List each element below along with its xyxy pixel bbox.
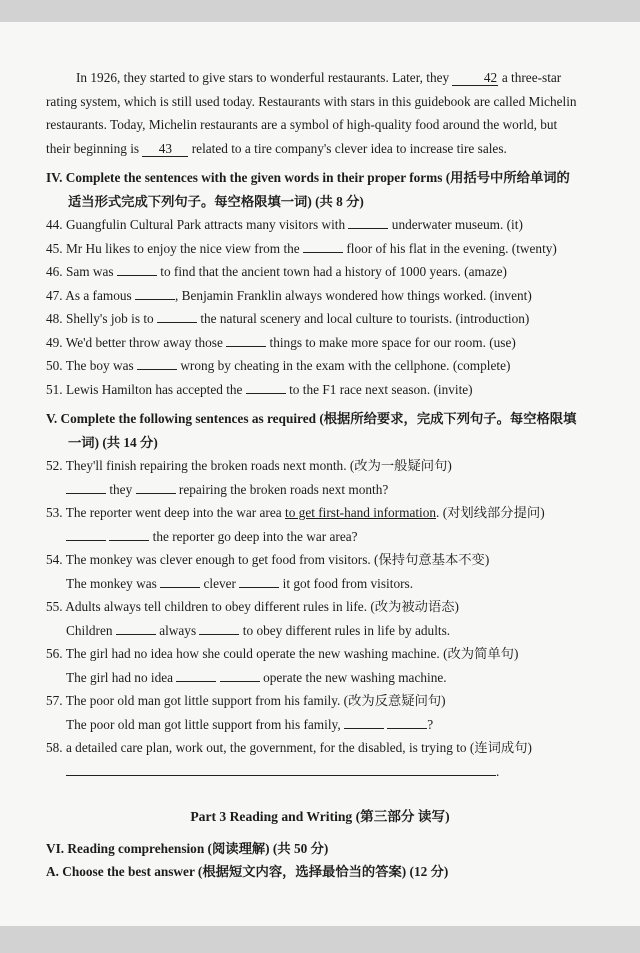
section-6a-title: A. Choose the best answer (根据短文内容，选择最恰当的答案) (12 分) — [46, 864, 449, 879]
question-58-answer-line: . — [46, 760, 594, 784]
passage-line-1: In 1926, they started to give stars to wonderful restaurants. Later, they 42 a three-star — [76, 70, 562, 85]
question-45: 45. Mr Hu likes to enjoy the nice view from the floor of his flat in the evening. (twenty) — [46, 237, 594, 261]
question-46: 46. Sam was to find that the ancient town had a history of 1000 years. (amaze) — [46, 260, 594, 284]
section-5-title-cont: 一词) (共 14 分) — [68, 434, 158, 450]
section-6-title: VI. Reading comprehension (阅读理解) (共 50 分) — [46, 840, 329, 856]
section-4-title: IV. Complete the sentences with the given words in their proper forms (用括号中所给单词的 — [46, 170, 570, 185]
top-band — [0, 0, 640, 22]
bottom-band — [0, 926, 640, 953]
question-54-answer: The monkey was clever it got food from visitors. — [46, 572, 594, 596]
question-55-answer: Children always to obey different rules in life by adults. — [46, 619, 594, 643]
passage-line-2: rating system, which is still used today. Restaurants with stars in this guidebook are called Michelin — [46, 93, 577, 109]
passage-line-4: their beginning is 43 related to a tire company's clever idea to increase tire sales. — [46, 140, 507, 156]
question-55: 55. Adults always tell children to obey different rules in life. (改为被动语态) — [46, 599, 459, 614]
blank-42: 42 — [452, 71, 498, 86]
question-52-answer: they repairing the broken roads next month? — [46, 478, 594, 502]
section-5-title: V. Complete the following sentences as required (根据所给要求，完成下列句子。每空格限填 — [46, 411, 577, 426]
page-content — [46, 66, 594, 884]
question-50: 50. The boy was wrong by cheating in the exam with the cellphone. (complete) — [46, 354, 594, 378]
question-58: 58. a detailed care plan, work out, the government, for the disabled, is trying to (连词成句) — [46, 740, 532, 755]
question-44: 44. Guangfulin Cultural Park attracts many visitors with underwater museum. (it) — [46, 213, 594, 237]
question-56: 56. The girl had no idea how she could operate the new washing machine. (改为简单句) — [46, 646, 519, 661]
question-53-answer: the reporter go deep into the war area? — [46, 525, 594, 549]
passage-line-3: restaurants. Today, Michelin restaurants are a symbol of high-quality food around the world, but — [46, 117, 558, 132]
question-52: 52. They'll finish repairing the broken roads next month. (改为一般疑问句) — [46, 458, 452, 473]
question-48: 48. Shelly's job is to the natural scenery and local culture to tourists. (introduction) — [46, 307, 594, 331]
question-51: 51. Lewis Hamilton has accepted the to the F1 race next season. (invite) — [46, 378, 594, 402]
question-57-answer: The poor old man got little support from his family, ? — [46, 713, 594, 737]
question-49: 49. We'd better throw away those things to make more space for our room. (use) — [46, 331, 594, 355]
section-4-title-cont: 适当形式完成下列句子。每空格限填一词) (共 8 分) — [68, 193, 364, 209]
question-57: 57. The poor old man got little support from his family. (改为反意疑问句) — [46, 693, 446, 708]
underlined-phrase: to get first-hand information — [285, 505, 437, 520]
question-56-answer: The girl had no idea operate the new washing machine. — [46, 666, 594, 690]
part-3-title: Part 3 Reading and Writing (第三部分 读写) — [190, 809, 450, 824]
exam-page — [0, 22, 640, 926]
question-53: 53. The reporter went deep into the war area to get first-hand information. (对划线部分提问) — [46, 505, 545, 520]
blank-43: 43 — [142, 142, 188, 157]
question-47: 47. As a famous , Benjamin Franklin always wondered how things worked. (invent) — [46, 284, 594, 308]
question-54: 54. The monkey was clever enough to get food from visitors. (保持句意基本不变) — [46, 552, 490, 567]
